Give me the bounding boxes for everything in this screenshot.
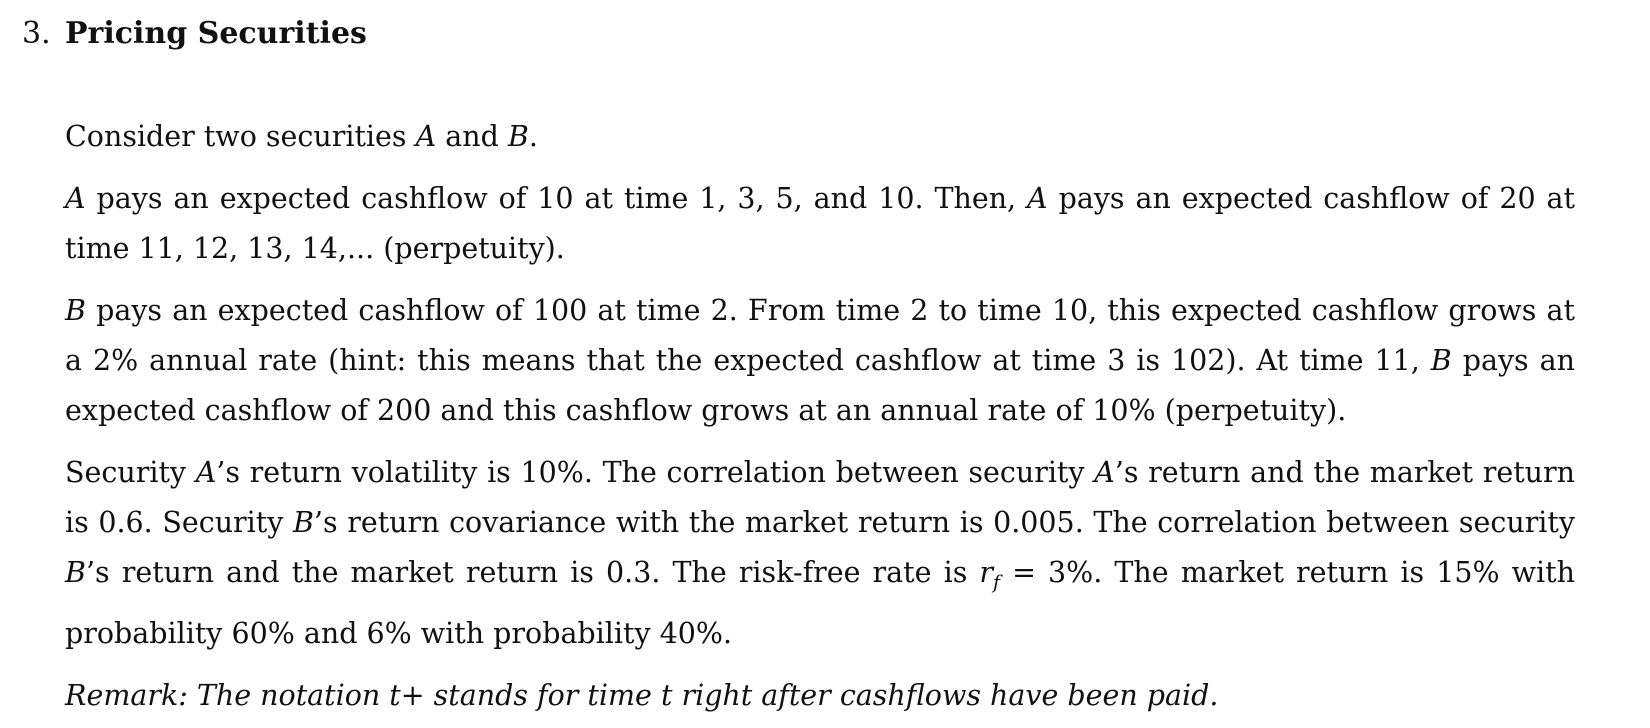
paragraph-security-b-cashflows: [65, 286, 1575, 436]
math-symbol: A: [195, 456, 217, 489]
problem-body: [65, 112, 1575, 721]
math-symbol: B: [65, 294, 86, 327]
math-symbol: B: [507, 120, 529, 153]
math-subscript: f: [993, 572, 1000, 594]
text-span: ’s return and the market return is 0.6. Security: [65, 456, 1575, 539]
text-span: Security: [65, 456, 196, 489]
text-span: ’s return covariance with the market return is 0.005. The correlation between security: [313, 506, 1575, 539]
math-symbol: B: [292, 506, 314, 539]
text-span: ’s return volatility is 10%. The correlation between security: [216, 456, 1095, 489]
text-span: .: [528, 120, 538, 153]
text-span: pays an expected cashflow of 200 and this cashflow grows at an annual rate of 10% (perpetuity).: [65, 344, 1575, 427]
section-title: Pricing Securities: [65, 16, 367, 51]
text-span: = 3%. The market return is 15% with probability 60% and 6% with probability 40%.: [65, 556, 1575, 650]
text-span: pays an expected cashflow of 10 at time 1, 3, 5, and 10. Then,: [85, 182, 1028, 215]
text-span: ’s return and the market return is 0.3. The risk-free rate is: [85, 556, 980, 589]
text-span: pays an expected cashflow of 20 at time 11, 12, 13, 14,... (perpetuity).: [65, 182, 1575, 265]
math-symbol: A: [415, 120, 437, 153]
math-symbol: A: [65, 182, 86, 215]
paragraph-security-a-cashflows: [65, 174, 1575, 274]
math-symbol: B: [1430, 344, 1452, 377]
section-heading: [22, 16, 367, 51]
paragraph-intro: [65, 112, 1575, 162]
text-span: Consider two securities: [65, 120, 416, 153]
math-symbol: A: [1094, 456, 1115, 489]
math-symbol: A: [1027, 182, 1048, 215]
paragraph-risk-parameters: [65, 448, 1575, 659]
math-symbol: r: [979, 556, 994, 589]
math-symbol: B: [65, 556, 86, 589]
section-number: 3.: [22, 16, 51, 51]
remark-note: Remark: The notation t+ stands for time t right after cashflows have been paid.: [65, 678, 1219, 712]
text-span: and: [436, 120, 508, 153]
text-span: pays an expected cashflow of 100 at time 2. From time 2 to time 10, this expected cashflow grows at a 2% annual rate (hint: this means that the expected cashflow at time 3 is 102). At time 11,: [65, 294, 1575, 377]
